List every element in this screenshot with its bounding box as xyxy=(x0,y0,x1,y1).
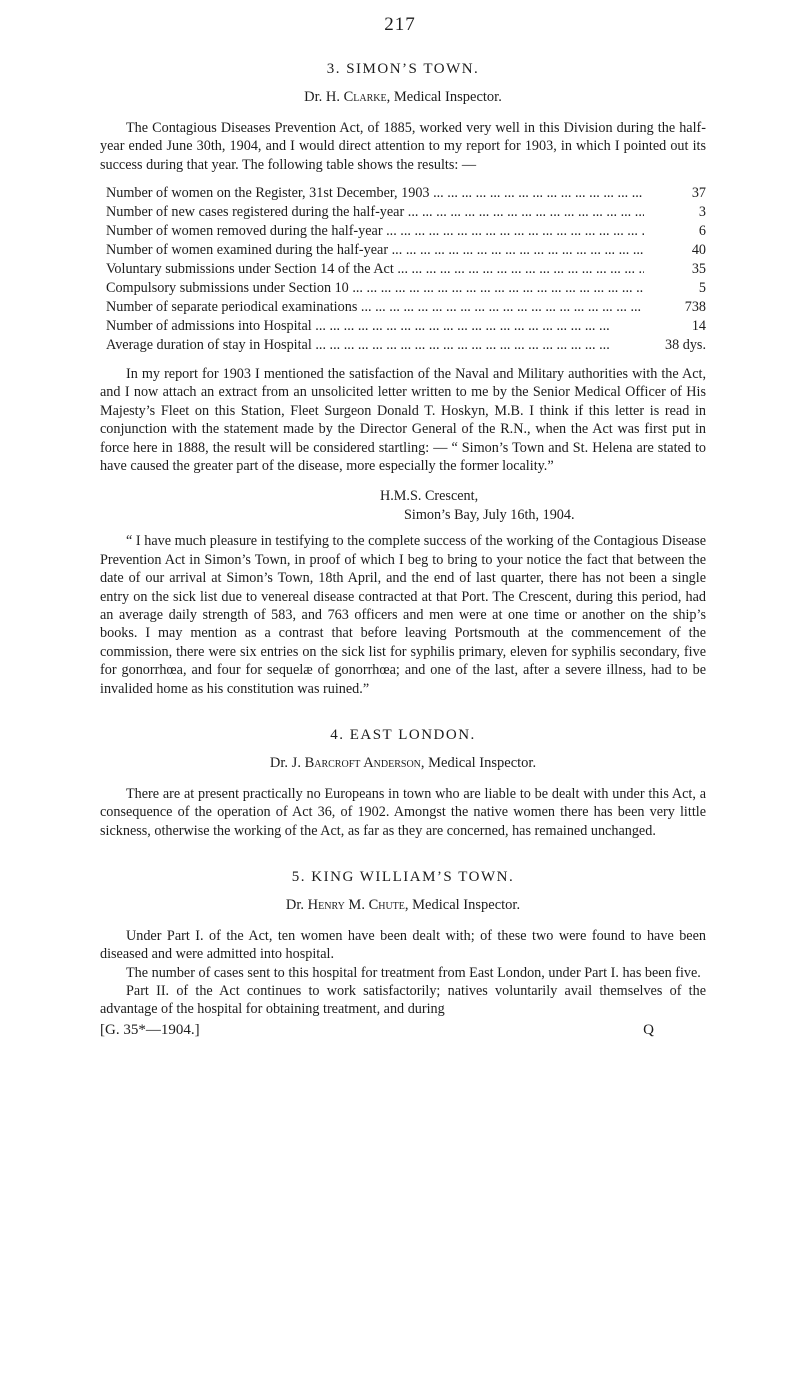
letter-address xyxy=(380,487,706,524)
inspector-prefix: Dr. J. xyxy=(269,755,305,772)
inspector-name: Barcroft Anderson xyxy=(304,755,421,772)
address-date: Simon’s Bay, July 16th, 1904. xyxy=(404,506,575,523)
intro-paragraph: The Contagious Diseases Prevention Act, of 1885, worked very well in this Division during the half-year ended June 30th, 1904, and I would direct attention to my report for 1903, in which I pointed out its success during that year. The following table shows the results: — xyxy=(100,119,706,173)
page-content xyxy=(100,60,706,1039)
inspector-name: Clarke xyxy=(343,89,387,106)
print-reference: [G. 35*—1904.] xyxy=(100,1021,200,1038)
section-heading-east-london: 4. EAST LONDON. xyxy=(330,726,476,743)
table-row xyxy=(106,203,706,222)
table-row xyxy=(106,260,706,279)
stat-value: 38 dys. xyxy=(665,337,706,354)
inspector-suffix: , Medical Inspector. xyxy=(420,755,537,772)
table-row xyxy=(106,279,706,298)
section-heading-simons-town: 3. SIMON’S TOWN. xyxy=(326,61,480,77)
stat-value: 35 xyxy=(691,261,706,278)
inspector-line-king-williams-town xyxy=(100,896,706,914)
table-row xyxy=(106,222,706,241)
signature-mark: Q xyxy=(643,1021,654,1038)
stat-value: 14 xyxy=(691,318,706,335)
table-row xyxy=(106,241,706,260)
inspector-suffix: , Medical Inspector. xyxy=(386,89,502,106)
naval-military-paragraph: In my report for 1903 I mentioned the satisfaction of the Naval and Military authorities with the Act, and I now attach an extract from an unsolicited letter written to me by the Senior Medical Officer of His Majesty’s Fleet on this Station, Fleet Surgeon Donald T. Hoskyn, M.B. I think if this letter is read in conjunction with the statement made by the Director General of the R.N., when the Act was first put in force here in 1888, the result will be considered startling: — “ Simon’s Town and St. Helena are stated to have caused the greater part of the disease, more especially the former locality.” xyxy=(100,366,706,475)
letter-quote: “ I have much pleasure in testifying to the complete success of the working of the Contagious Disease Prevention Act in Simon’s Town, in proof of which I beg to bring to your notice the fact that between the date of our arrival at Simon’s Town, 18th April, and the end of last quarter, there has not been a single entry on the sick list due to venereal disease contracted at that Port. The Crescent, during this period, had an average daily strength of 583, and 763 officers and men were at one time or another on the ship’s books. I may mention as a contrast that before leaving Portsmouth at the commencement of the commission, there were six entries on the sick list for syphilis primary, eleven for syphilis secondary, five for gonorrhœa, and four for sequelæ of gonorrhœa; and one of the last, after a severe illness, had to be invalided home as his constitution was ruined.” xyxy=(100,533,706,697)
inspector-line-simons-town xyxy=(100,88,706,106)
east-london-cases-paragraph: The number of cases sent to this hospital for treatment from East London, under Part I. has been five. xyxy=(126,964,701,981)
table-row xyxy=(106,298,706,317)
stat-label: Voluntary submissions under Section 14 of the Act ... . xyxy=(106,260,644,279)
stat-label: Number of admissions into Hospital ... . xyxy=(106,317,644,336)
stat-label: Number of new cases registered during the half-year ... . xyxy=(106,203,644,222)
table-row xyxy=(106,184,706,203)
section-spacer xyxy=(100,840,706,868)
table-row xyxy=(106,336,706,355)
results-table xyxy=(100,184,706,355)
inspector-suffix: , Medical Inspector. xyxy=(404,897,521,914)
stat-value: 3 xyxy=(698,204,706,221)
page-number: 217 xyxy=(384,14,416,35)
stat-value: 738 xyxy=(684,299,706,316)
stat-value: 6 xyxy=(698,223,706,240)
inspector-prefix: Dr. H. xyxy=(304,89,344,106)
east-london-paragraph: There are at present practically no Europeans in town who are liable to be dealt with under this Act, a consequence of the operation of Act 36, of 1902. Amongst the native women there has been very little sickness, otherwise the working of the Act, as far as they are concerned, has remained unchanged. xyxy=(100,785,706,839)
page-footer xyxy=(100,1021,706,1039)
stat-label: Number of women examined during the half-year ... . xyxy=(106,241,644,260)
stat-label: Number of women on the Register, 31st December, 1903 ... . xyxy=(106,184,644,203)
stat-label: Compulsory submissions under Section 10 ... . xyxy=(106,279,644,298)
stat-label: Number of women removed during the half-year ... . xyxy=(106,222,644,241)
stat-value: 5 xyxy=(698,280,706,297)
section-heading-king-williams-town: 5. KING WILLIAM’S TOWN. xyxy=(291,868,515,885)
stat-label: Number of separate periodical examinations ... . xyxy=(106,298,644,317)
inspector-name: Henry M. Chute xyxy=(307,897,405,914)
stat-value: 40 xyxy=(691,242,706,259)
part-one-paragraph: Under Part I. of the Act, ten women have been dealt with; of these two were found to have been diseased and were admitted into hospital. xyxy=(100,927,706,963)
stat-value: 37 xyxy=(691,185,706,202)
inspector-prefix: Dr. xyxy=(285,897,308,914)
inspector-line-east-london xyxy=(100,754,706,772)
address-ship: H.M.S. Crescent, xyxy=(380,488,479,505)
table-row xyxy=(106,317,706,336)
part-two-paragraph: Part II. of the Act continues to work satisfactorily; natives voluntarily avail themselves of the advantage of the hospital for obtaining treatment, and during xyxy=(100,983,706,1018)
stat-label: Average duration of stay in Hospital ... . xyxy=(106,336,644,355)
